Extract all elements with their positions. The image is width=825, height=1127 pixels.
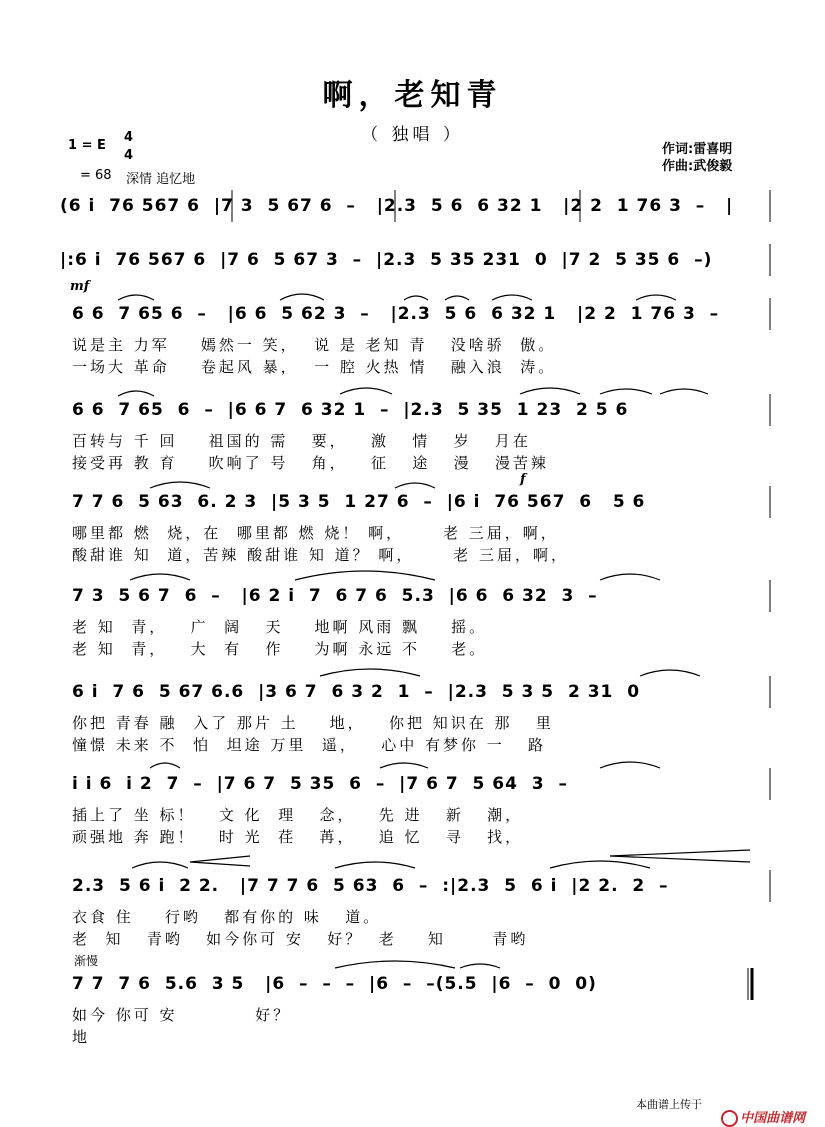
- score-row-4-notes: 6 6 7 65 6 – |6 6 7 6 32 1 – |2.3 5 35 1 23 2 5 6: [72, 400, 629, 420]
- score-row-3-lyric-2: 一场大 革命 卷起风 暴， 一 腔 火热 情 融入浪 涛。: [72, 358, 557, 376]
- score-row-7-notes: 6 i 7 6 5 67 6.6 |3 6 7 6 3 2 1 – |2.3 5 3 5 2 31 0: [72, 682, 641, 702]
- time-signature-bottom: 4: [124, 148, 134, 163]
- score-row-6-lyric-2: 老 知 青， 大 有 作 为啊 永远 不 老。: [72, 640, 488, 658]
- score-row-3-lyric-1: 说是主 力军 嫣然一 笑， 说 是 老知 青 没啥骄 傲。: [72, 336, 557, 354]
- time-signature-top: 4: [124, 130, 134, 145]
- tempo-marking: = 68: [80, 168, 112, 183]
- tempo-change-marking: 渐慢: [74, 954, 99, 968]
- lyricist-credit: 作词:雷喜明: [662, 142, 733, 157]
- expression-marking: 深情 追忆地: [126, 172, 196, 187]
- score-row-4-lyric-2: 接受再 教 育 吹响了 号 角， 征 途 漫 漫苦辣: [72, 454, 549, 472]
- page-subtitle: （ 独唱 ）: [361, 125, 464, 145]
- score-row-1-notes: (6 i 76 567 6 |7 3 5 67 6 – |2.3 5 6 6 32 1 |2 2 1 76 3 – |: [60, 196, 734, 216]
- dynamic-mf: mf: [70, 279, 90, 294]
- score-row-9-notes: 2.3 5 6 i 2 2. |7 7 7 6 5 63 6 – :|2.3 5 6 i |2 2. 2 –: [72, 876, 669, 896]
- footer-upload-text: 本曲谱上传于: [636, 1098, 702, 1111]
- key-signature: 1 = E: [68, 138, 106, 153]
- score-row-9-lyric-1: 衣食 住 行哟 都有你的 味 道。: [72, 908, 382, 926]
- score-row-8-notes: i i 6 i 2 7 – |7 6 7 5 35 6 – |7 6 7 5 64 3 –: [72, 774, 568, 794]
- score-row-7-lyric-1: 你把 青春 融 入了 那片 土 地， 你把 知识在 那 里: [72, 714, 554, 732]
- dynamic-f: f: [520, 472, 526, 487]
- score-row-9-lyric-2: 老 知 青哟 如今你可 安 好？ 老 知 青哟: [72, 930, 529, 948]
- composer-credit: 作曲:武俊毅: [662, 159, 733, 174]
- page-title: 啊，老知青: [322, 78, 503, 113]
- score-row-10-lyric-2: 地: [72, 1028, 91, 1046]
- score-row-8-lyric-2: 顽强地 奔 跑！ 时 光 荏 苒， 追 忆 寻 找，: [72, 828, 524, 846]
- score-row-6-lyric-1: 老 知 青， 广 阔 天 地啊 风雨 飘 摇。: [72, 618, 488, 636]
- score-row-10-lyric-1: 如今 你可 安 好？: [72, 1006, 292, 1024]
- score-row-3-notes: 6 6 7 65 6 – |6 6 5 62 3 – |2.3 5 6 6 32 1 |2 2 1 76 3 –: [72, 304, 720, 324]
- score-row-5-lyric-2: 酸甜谁 知 道，苦辣 酸甜谁 知 道？ 啊， 老 三届，啊，: [72, 546, 569, 564]
- score-row-10-notes: 7 7 7 6 5.6 3 5 |6 – – – |6 – –(5.5 |6 – 0 0): [72, 974, 597, 994]
- score-row-6-notes: 7 3 5 6 7 6 – |6 2 i 7 6 7 6 5.3 |6 6 6 32 3 –: [72, 586, 598, 606]
- score-row-5-notes: 7 7 6 5 63 6. 2 3 |5 3 5 1 27 6 – |6 i 76 567 6 5 6: [72, 492, 646, 512]
- score-row-8-lyric-1: 插上了 坐 标！ 文 化 理 念， 先 进 新 潮，: [72, 806, 524, 824]
- site-logo-text: 中国曲谱网: [740, 1111, 806, 1126]
- score-row-4-lyric-1: 百转与 千 回 祖国的 需 要， 激 情 岁 月在: [72, 432, 531, 450]
- site-logo[interactable]: [712, 1092, 805, 1127]
- score-row-5-lyric-1: 哪里都 燃 烧，在 哪里都 燃 烧！ 啊， 老 三届，啊，: [72, 524, 559, 542]
- score-row-7-lyric-2: 憧憬 未来 不 怕 坦途 万里 遥， 心中 有梦你 一 路: [72, 736, 547, 754]
- score-row-2-notes: |:6 i 76 567 6 |7 6 5 67 3 – |2.3 5 35 231 0 |7 2 5 35 6 –): [60, 250, 713, 270]
